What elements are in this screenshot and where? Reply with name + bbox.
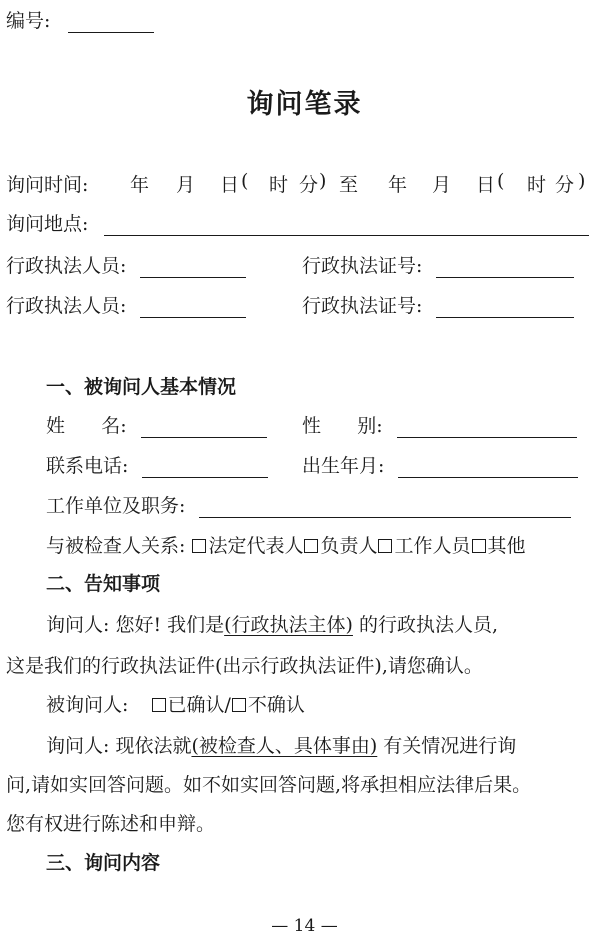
p1-prefix: 询问人: 您好! 我们是 <box>46 614 225 636</box>
officer-row-1 <box>6 251 246 278</box>
officer-row-2 <box>6 291 246 318</box>
p2-deny: 不确认 <box>247 694 305 716</box>
checkbox-other[interactable] <box>472 539 486 553</box>
number-label: 编号: <box>6 10 51 32</box>
section-heading-content: 三、询问内容 <box>46 852 161 874</box>
checkbox-not-confirmed[interactable] <box>232 698 246 712</box>
interview-time-row <box>6 170 88 197</box>
checkbox-person-in-charge[interactable] <box>304 539 318 553</box>
notice-paragraph-1-line2: 这是我们的行政执法证件(出示行政执法证件),请您确认。 <box>6 655 483 677</box>
notice-paragraph-3 <box>46 731 516 758</box>
relation-row <box>46 531 526 558</box>
time-unit-minute: 分 <box>299 174 319 196</box>
page-title: 询问笔录 <box>246 89 363 120</box>
time-unit-paren: ( <box>241 170 249 192</box>
gender-label: 性 别: <box>302 415 383 437</box>
place-blank <box>104 215 589 236</box>
p2-label: 被询问人: <box>46 694 129 716</box>
time-unit-month: 月 <box>432 174 452 196</box>
option-person-in-charge: 负责人 <box>320 535 378 557</box>
notice-paragraph-3-line2: 问,请如实回答问题。如不如实回答问题,将承担相应法律后果。 <box>6 774 532 796</box>
cert-label: 行政执法证号: <box>302 295 423 317</box>
birth-row <box>302 451 578 478</box>
time-unit-paren: ) <box>319 170 327 192</box>
time-unit-day: 日 <box>476 174 496 196</box>
place-label: 询问地点: <box>6 213 89 235</box>
work-label: 工作单位及职务: <box>46 495 186 517</box>
time-unit-day: 日 <box>220 174 240 196</box>
officer-label: 行政执法人员: <box>6 295 127 317</box>
p1-suffix: 的行政执法人员, <box>358 614 498 636</box>
name-blank <box>141 417 267 438</box>
checkbox-confirmed[interactable] <box>152 698 166 712</box>
phone-blank <box>142 457 268 478</box>
gender-row <box>302 411 577 438</box>
birth-blank <box>398 457 578 478</box>
time-unit-year: 年 <box>130 174 150 196</box>
cert-row-1 <box>302 251 574 278</box>
officer-blank <box>140 297 246 318</box>
notice-paragraph-3-line3: 您有权进行陈述和申辩。 <box>6 813 216 835</box>
name-row <box>46 411 267 438</box>
notice-paragraph-2 <box>46 690 305 717</box>
checkbox-staff[interactable] <box>378 539 392 553</box>
time-unit-paren: ) <box>578 170 586 192</box>
time-unit-to: 至 <box>339 174 359 196</box>
time-unit-paren: ( <box>497 170 505 192</box>
number-blank <box>68 12 154 33</box>
time-unit-minute: 分 <box>555 174 575 196</box>
time-unit-hour: 时 <box>269 174 289 196</box>
time-unit-year: 年 <box>388 174 408 196</box>
name-label: 姓 名: <box>46 415 127 437</box>
officer-blank <box>140 257 246 278</box>
p3-suffix: 有关情况进行询 <box>383 735 517 757</box>
cert-blank <box>436 257 574 278</box>
work-row <box>46 491 571 518</box>
officer-label: 行政执法人员: <box>6 255 127 277</box>
work-blank <box>199 497 571 518</box>
option-staff: 工作人员 <box>394 535 471 557</box>
p1-enforcement-body: (行政执法主体) <box>224 614 353 636</box>
phone-row <box>46 451 268 478</box>
option-legal-rep: 法定代表人 <box>208 535 304 557</box>
p2-confirm: 已确认/ <box>167 694 231 716</box>
phone-label: 联系电话: <box>46 455 129 477</box>
time-unit-hour: 时 <box>527 174 547 196</box>
page-number: — 14 — <box>271 916 338 936</box>
gender-blank <box>397 417 577 438</box>
document-number <box>6 6 154 33</box>
cert-row-2 <box>302 291 574 318</box>
section-heading-notice: 二、告知事项 <box>46 573 161 595</box>
section-heading-basic-info: 一、被询问人基本情况 <box>46 376 237 398</box>
checkbox-legal-rep[interactable] <box>192 539 206 553</box>
p3-prefix: 询问人: 现依法就 <box>46 735 192 757</box>
p3-subject: (被检查人、具体事由) <box>191 735 378 757</box>
birth-label: 出生年月: <box>302 455 385 477</box>
time-label: 询问时间: <box>6 174 89 196</box>
option-other: 其他 <box>487 535 526 557</box>
interview-place-row <box>6 209 589 236</box>
notice-paragraph-1 <box>46 610 498 637</box>
relation-label: 与被检查人关系: <box>46 535 186 557</box>
cert-blank <box>436 297 574 318</box>
cert-label: 行政执法证号: <box>302 255 423 277</box>
time-unit-month: 月 <box>176 174 196 196</box>
